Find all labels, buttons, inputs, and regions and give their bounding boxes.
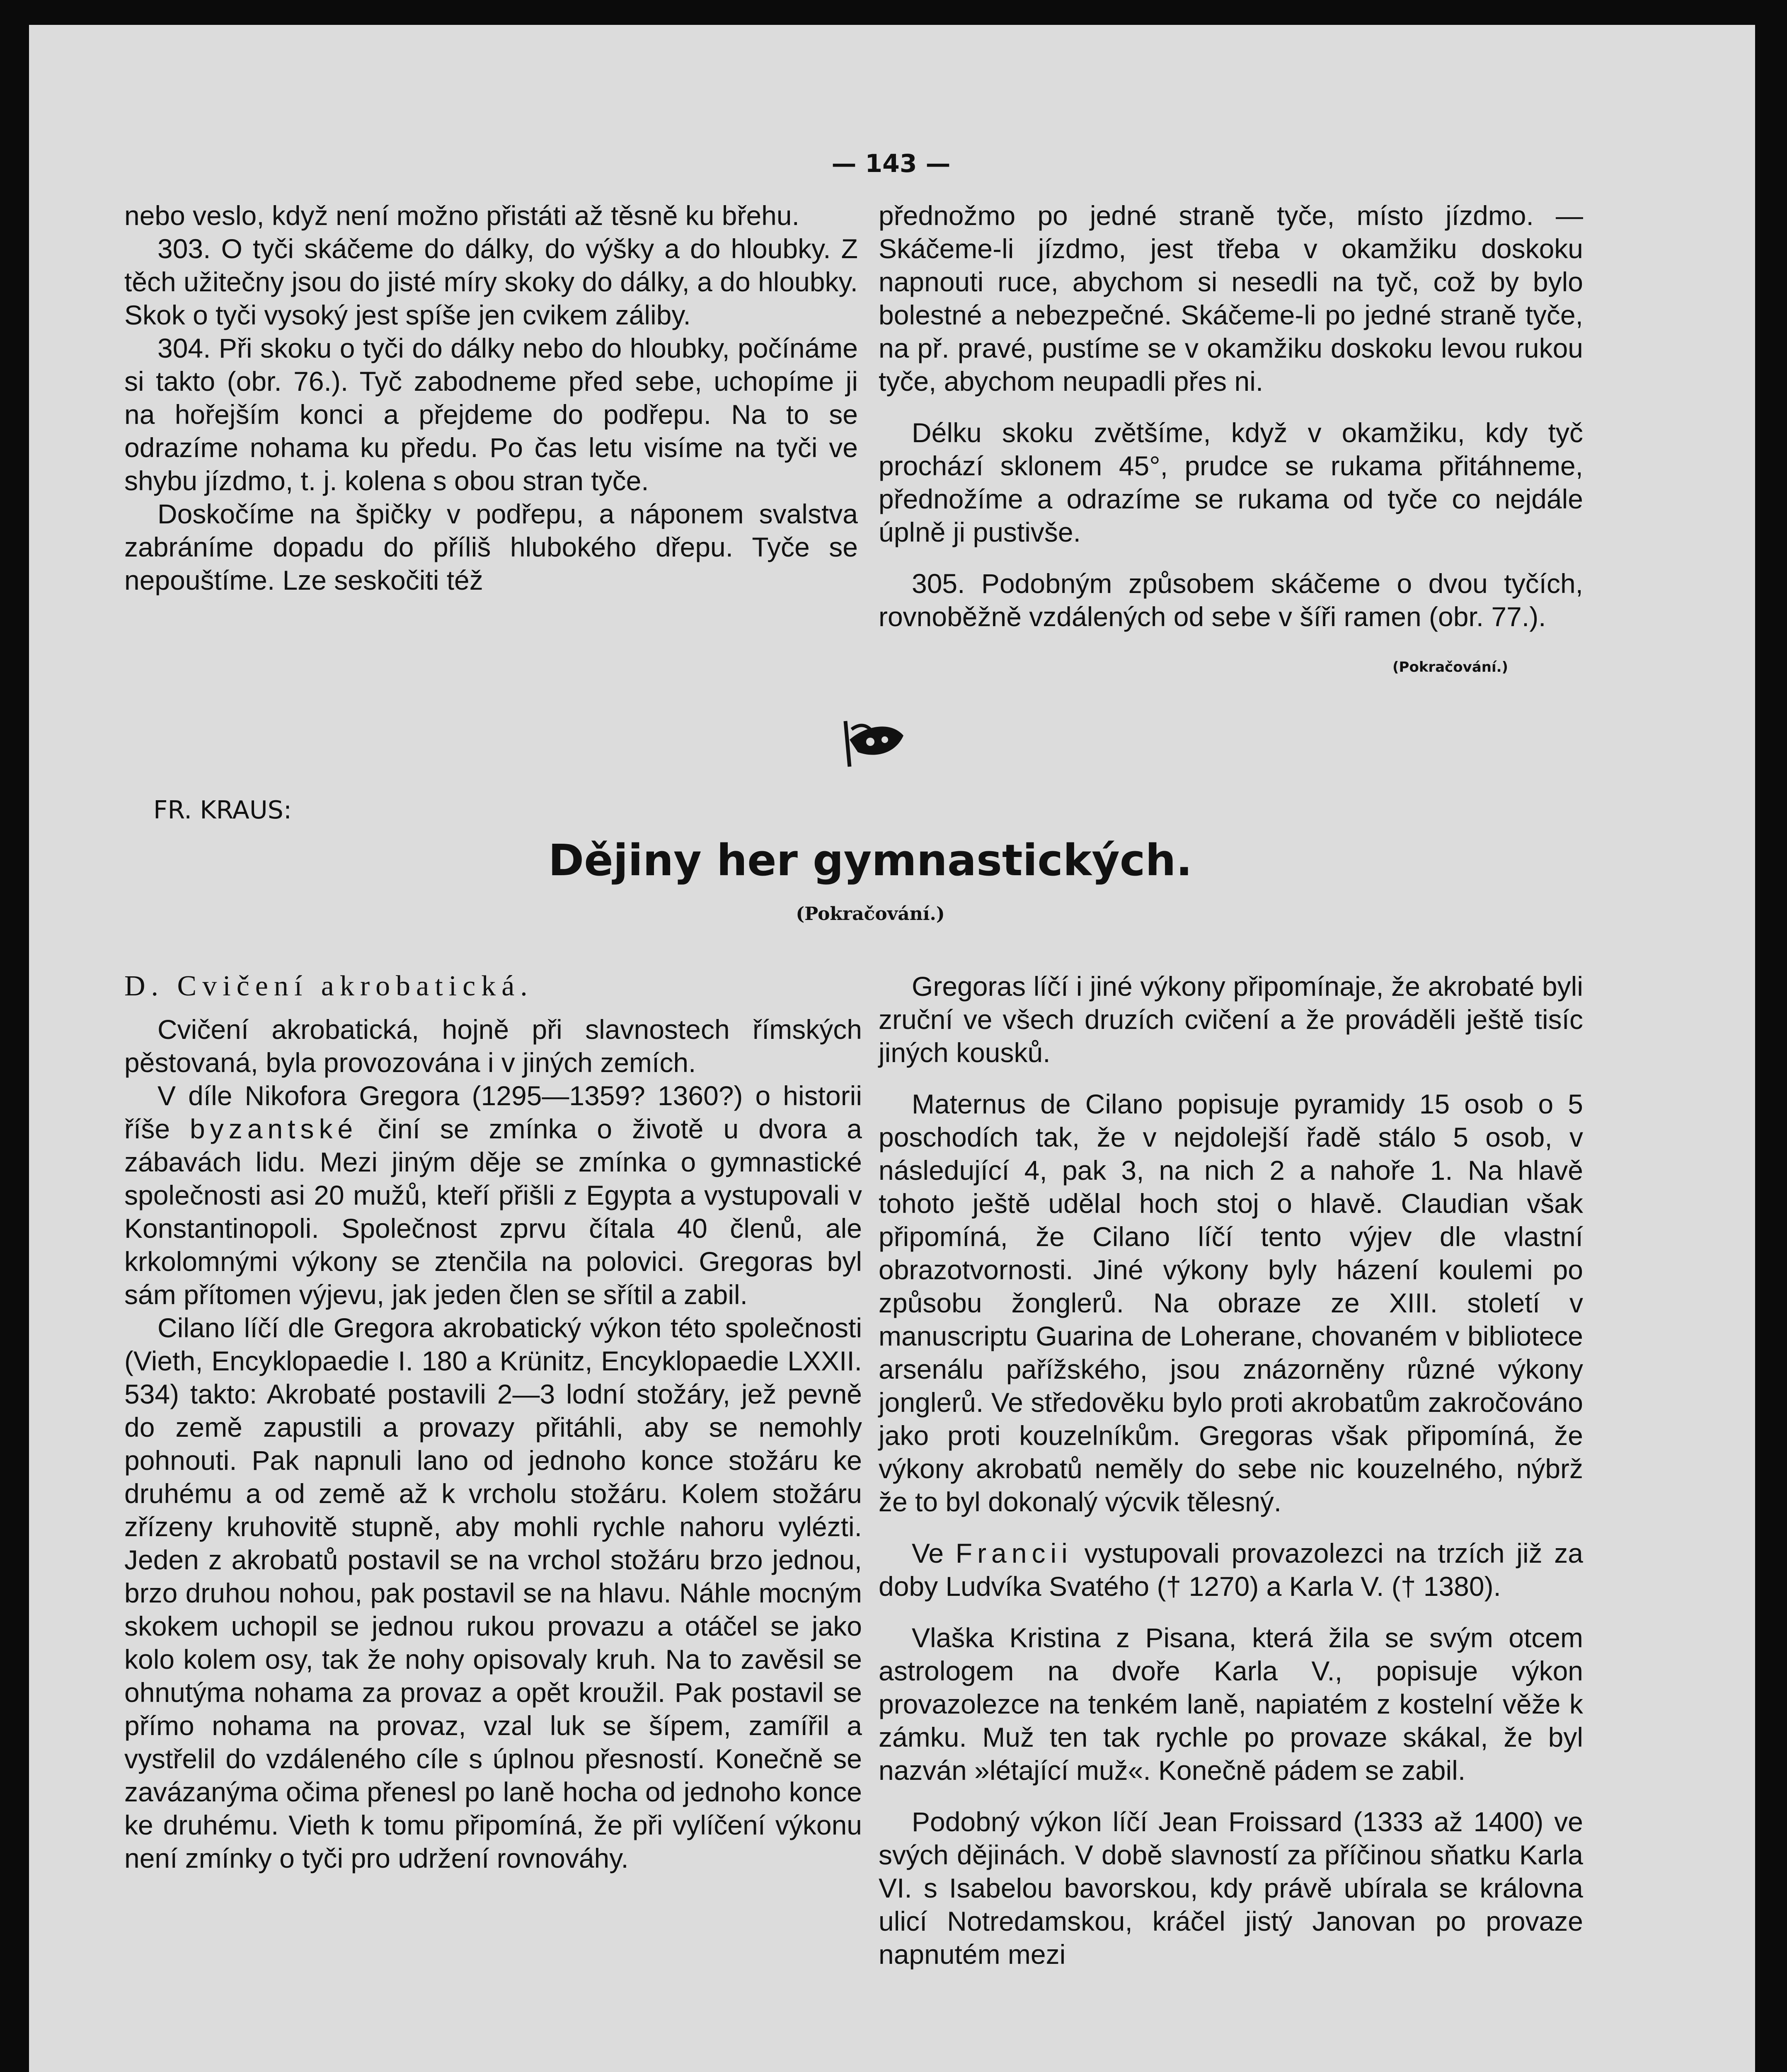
paragraph-text: Ve bbox=[912, 1538, 956, 1569]
author-name: FR. KRAUS: bbox=[153, 796, 292, 825]
paragraph: Maternus de Cilano popisuje pyramidy 15 osob o 5 poschodích tak, že v nejdolejší řadě stálo 5 osob, v následující 4, pak 3, na nich 2 a nahoře 1. Na hlavě tohoto ještě udělal hoch stoj o hlavě. Claudian však připomíná, že Cilano líčí tento výjev dle vlastní obrazotvornosti. Jiné výkony byly házení koulemi po způsobu žonglerů. Na obraze ze XIII. století v manuscriptu Guarina de Loherane, chovaném v bibliotece arsenálu pařížského, jsou znázorněny různé výkony jonglerů. Ve středověku bylo proti akrobatům zakročováno jako proti kouzelníkům. Gregoras však připomíná, že výkony akrobatů neměly do sebe nic kouzelného, nýbrž že to byl dokonalý výcvik tělesný. bbox=[879, 1089, 1583, 1517]
paragraph-text: činí se zmínka o životě u dvora a zábavách lidu. Mezi jiným děje se zmínka o gymnastické společnosti asi 20 mužů, kteří přišli z Egypta a vystupovali v Konstantinopoli. Společnost zprvu čítala 40 členů, ale krkolomnými výkony se ztenčila na polovici. Gregoras byl sám přítomen výjevu, jak jeden člen se sřítil a zabil. bbox=[124, 1113, 862, 1310]
article-right-column bbox=[879, 970, 1583, 1971]
paragraph-304: 304. Při skoku o tyči do dálky nebo do hloubky, počínáme si takto (obr. 76.). Tyč zabodneme před sebe, uchopíme ji na hořejším konci a přejdeme do podřepu. Na to se odrazíme nohama ku předu. Po čas letu visíme na tyči ve shybu jízdmo, t. j. kolena s obou stran tyče. bbox=[124, 333, 858, 496]
top-left-column bbox=[124, 199, 858, 597]
continued-label: (Pokračování.) bbox=[1392, 659, 1509, 675]
paragraph: nebo veslo, když není možno přistáti až těsně ku břehu. bbox=[124, 200, 799, 231]
paragraph: Cilano líčí dle Gregora akrobatický výkon této společnosti (Vieth, Encyklopaedie I. 180 a Krünitz, Encyklopaedie LXXII. 534) takto: Akrobaté postavili 2—3 lodní stožáry, jež pevně do země zapustili a provazy přitáhli, aby se nemohly pohnouti. Pak napnuli lano od jednoho konce stožáru ke druhému a od země až k vrcholu stožáru. Kolem stožáru zřízeny kruhovitě stupně, aby mohli rychle nahoru vylézti. Jeden z akrobatů postavil se na vrchol stožáru brzo jednou, brzo druhou nohou, pak postavil se na hlavu. Náhle mocným skokem uchopil se jednou rukou provazu a otáčel se jako kolo kolem osy, tak že nohy opisovaly kruh. Na to zavěsil se ohnutýma nohama za provaz a opět kroužil. Pak postavil se přímo nohama na provaz, vzal luk se šípem, zamířil a vystřelil do vzdáleného cíle s úplnou přesností. Konečně se zavázanýma očima přenesl po laně hocha od jednoho konce ke druhému. Vieth k tomu připomíná, že při vylíčení výkonu není zmínky o tyči pro udržení rovnováhy. bbox=[124, 1312, 862, 1874]
paragraph-305: 305. Podobným způsobem skáčeme o dvou tyčích, rovnoběžně vzdálených od sebe v šíři ramen (obr. 77.). bbox=[879, 568, 1583, 632]
paragraph: Doskočíme na špičky v podřepu, a náponem svalstva zabráníme dopadu do příliš hlubokého dřepu. Tyče se nepouštíme. Lze seskočiti též bbox=[124, 499, 858, 595]
paragraph-text: vystupovali provazolezci na trzích již za doby Ludvíka Svatého († 1270) a Karla V. († 1380). bbox=[879, 1538, 1583, 1602]
emphasis-text: Francii bbox=[955, 1538, 1073, 1569]
paragraph bbox=[124, 1079, 862, 1311]
paragraph-303: 303. O tyči skáčeme do dálky, do výšky a do hloubky. Z těch užitečny jsou do jisté míry skoky do dálky, a do hloubky. Skok o tyči vysoký jest spíše jen cvikem záliby. bbox=[124, 233, 858, 330]
section-heading: D. Cvičení akrobatická. bbox=[124, 970, 533, 1002]
paragraph: Podobný výkon líčí Jean Froissard (1333 až 1400) ve svých dějinách. V době slavností za příčinou sňatku Karla VI. s Isabelou bavorskou, kdy právě ubírala se královna ulicí Notredamskou, kráčel jistý Janovan po provaze napnutém mezi bbox=[879, 1806, 1583, 1970]
paragraph: přednožmo po jedné straně tyče, místo jízdmo. — Skáčeme-li jízdmo, jest třeba v okamžiku doskoku napnouti ruce, abychom si nesedli na tyč, což by bylo bolestné a nebezpečné. Skáčeme-li po jedné straně tyče, na př. pravé, pustíme se v okamžiku doskoku levou rukou tyče, abychom neupadli přes ni. bbox=[879, 200, 1583, 397]
top-right-column bbox=[879, 199, 1583, 633]
paragraph bbox=[879, 1537, 1583, 1603]
paragraph: Gregoras líčí i jiné výkony připomínaje, že akrobaté byli zruční ve všech druzích cvičení a že prováděli ještě tisíc jiných kousků. bbox=[879, 971, 1583, 1068]
paragraph: Délku skoku zvětšíme, když v okamžiku, kdy tyč prochází sklonem 45°, prudce se rukama přitáhneme, přednožíme a odrazíme se rukama od tyče co nejdále úplně ji pustivše. bbox=[879, 417, 1583, 547]
article-subtitle: (Pokračování.) bbox=[796, 903, 945, 925]
article-left-column bbox=[124, 970, 862, 1875]
paragraph-text: V díle Nikofora Gregora (1295—1359? 1360?) o historii říše bbox=[124, 1080, 862, 1144]
page-number: — 143 — bbox=[831, 149, 951, 178]
ornament-icon bbox=[841, 717, 908, 771]
article-title: Dějiny her gymnastických. bbox=[548, 835, 1193, 886]
emphasis-text: byzantské bbox=[190, 1113, 358, 1144]
paragraph: Cvičení akrobatická, hojně při slavnostech římských pěstovaná, byla provozována i v jiných zemích. bbox=[124, 1014, 862, 1078]
paragraph: Vlaška Kristina z Pisana, která žila se svým otcem astrologem na dvoře Karla V., popisuje výkon provazolezce na tenkém laně, napiatém z kostelní věže k zámku. Muž ten tak rychle po provaze skákal, že byl nazván »létající muž«. Konečně pádem se zabil. bbox=[879, 1622, 1583, 1786]
